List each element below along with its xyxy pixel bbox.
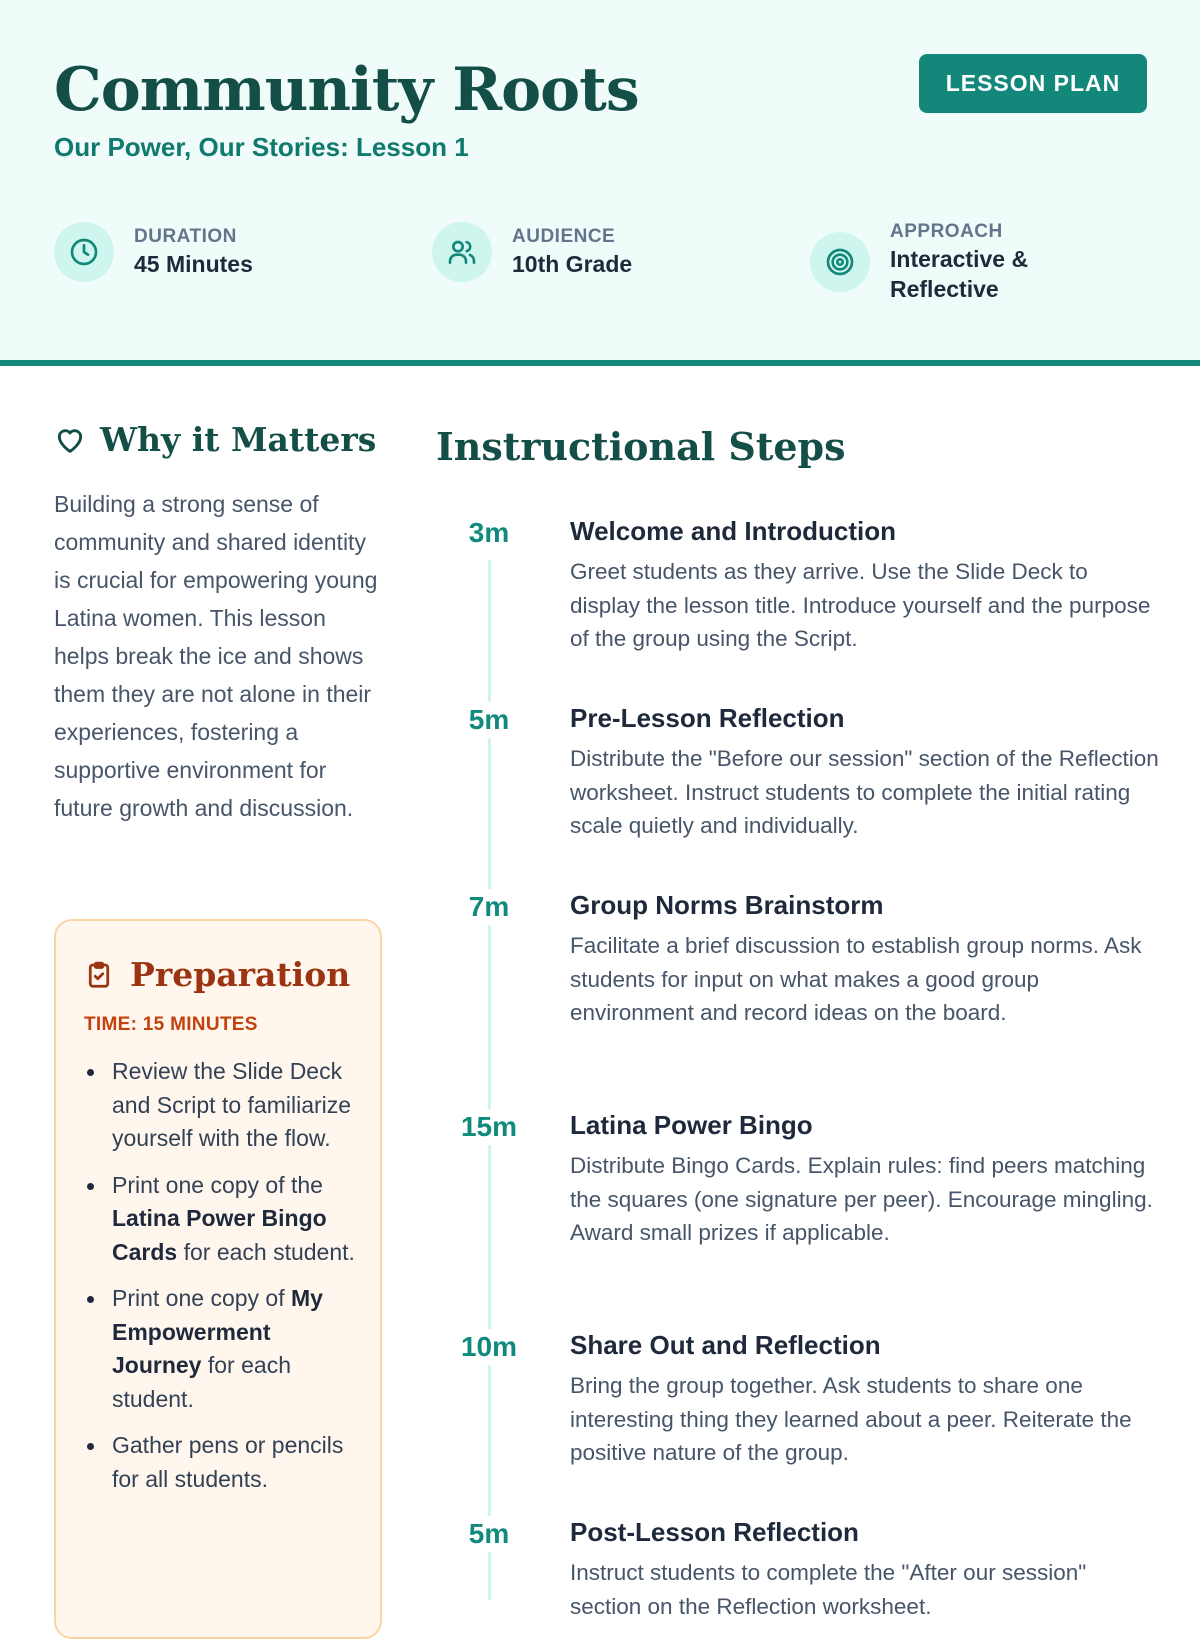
clipboard-check-icon — [84, 960, 114, 990]
page-subtitle: Our Power, Our Stories: Lesson 1 — [54, 132, 469, 162]
preparation-list — [84, 1055, 364, 1509]
steps-title: Instructional Steps — [436, 424, 846, 469]
meta-duration — [54, 222, 253, 282]
step-title: Latina Power Bingo — [570, 1110, 813, 1140]
meta-label: DURATION — [134, 226, 237, 247]
page-title: Community Roots — [54, 55, 639, 125]
meta-value-line2: Reflective — [890, 276, 999, 302]
step-time: 15m — [436, 1109, 542, 1145]
meta-label: AUDIENCE — [512, 226, 616, 247]
preparation-title: Preparation — [130, 955, 351, 994]
step-desc: Facilitate a brief discussion to establish group norms. Ask students for input on what makes a good group environment and record ideas on the board. — [570, 933, 1142, 1025]
lesson-header — [0, 0, 1200, 366]
step-title: Post-Lesson Reflection — [570, 1517, 859, 1547]
preparation-time: TIME: 15 MINUTES — [84, 1014, 258, 1035]
step-time: 3m — [436, 515, 542, 551]
why-title: Why it Matters — [100, 420, 377, 459]
heart-icon — [54, 424, 86, 456]
users-icon — [432, 222, 492, 282]
meta-value: 10th Grade — [512, 251, 633, 277]
step-time: 10m — [436, 1329, 542, 1365]
list-item: Review the Slide Deck and Script to familiarize yourself with the flow. — [84, 1055, 364, 1156]
step-title: Welcome and Introduction — [570, 516, 896, 546]
step-desc: Instruct students to complete the "After our session" section on the Reflection worksheet. — [570, 1560, 1087, 1619]
meta-value: 45 Minutes — [134, 251, 253, 277]
lesson-plan-badge: LESSON PLAN — [919, 54, 1147, 113]
step-time: 5m — [436, 702, 542, 738]
meta-approach — [810, 220, 1028, 304]
list-item: Print one copy of My Empowerment Journey for each student. — [84, 1282, 364, 1416]
step-desc: Bring the group together. Ask students to share one interesting thing they learned about a peer. Reiterate the positive nature of the group. — [570, 1373, 1132, 1465]
step-desc: Greet students as they arrive. Use the Slide Deck to display the lesson title. Introduce yourself and the purpose of the group using the Script. — [570, 559, 1151, 651]
step-time: 7m — [436, 889, 542, 925]
step-time: 5m — [436, 1516, 542, 1552]
why-text: Building a strong sense of community and shared identity is crucial for empowering young Latina women. This lesson helps break the ice and shows them they are not alone in their experiences, fostering a supportive environment for future growth and discussion. — [54, 491, 378, 821]
meta-label: APPROACH — [890, 221, 1003, 242]
preparation-card — [54, 919, 382, 1639]
step-title: Share Out and Reflection — [570, 1330, 881, 1360]
preparation-heading — [84, 953, 350, 997]
why-heading — [54, 418, 376, 462]
list-item: Print one copy of the Latina Power Bingo Cards for each student. — [84, 1169, 364, 1270]
step-title: Pre-Lesson Reflection — [570, 703, 845, 733]
clock-icon — [54, 222, 114, 282]
list-item: Gather pens or pencils for all students. — [84, 1429, 364, 1496]
step-desc: Distribute the "Before our session" section of the Reflection worksheet. Instruct students to complete the initial rating scale quietly and individually. — [570, 746, 1159, 838]
target-icon — [810, 232, 870, 292]
step-desc: Distribute Bingo Cards. Explain rules: find peers matching the squares (one signature per peer). Encourage mingling. Award small prizes if applicable. — [570, 1153, 1153, 1245]
step-title: Group Norms Brainstorm — [570, 890, 884, 920]
meta-value-line1: Interactive & — [890, 246, 1029, 272]
meta-audience — [432, 222, 632, 282]
